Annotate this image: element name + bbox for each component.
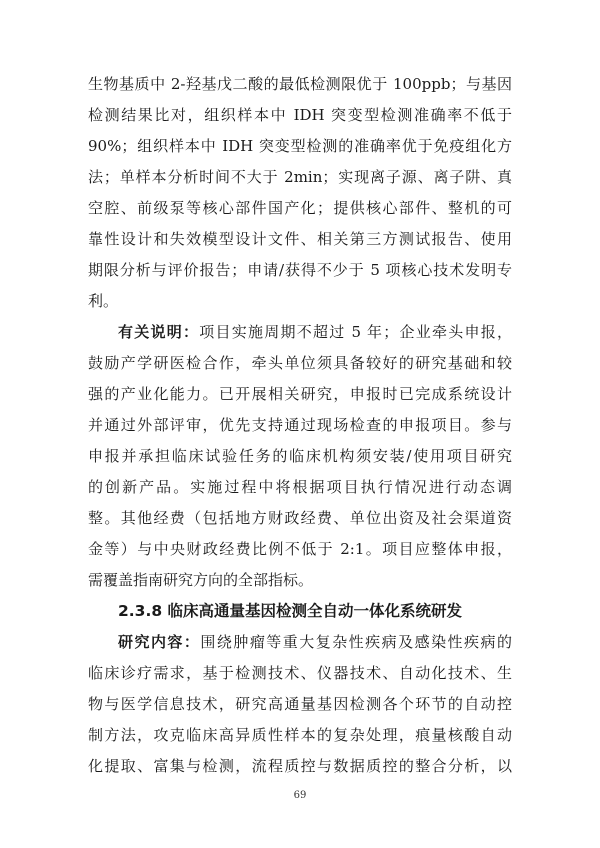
body-text-line: 金等）与中央财政经费比例不低于 2:1。项目应整体申报， xyxy=(88,540,512,558)
notes-first-line xyxy=(118,322,512,342)
research-content-first-line-text: 围绕肿瘤等重大复杂性疾病及感染性疾病的 xyxy=(200,633,512,651)
body-text-line: 整。其他经费（包括地方财政经费、单位出资及社会渠道资 xyxy=(88,509,512,527)
body-text-line: 需覆盖指南研究方向的全部指标。 xyxy=(88,571,314,589)
research-content-first-line xyxy=(118,632,512,652)
body-text-line: 靠性设计和失效模型设计文件、相关第三方测试报告、使用 xyxy=(88,230,512,248)
notes-first-line-text: 项目实施周期不超过 5 年；企业牵头申报， xyxy=(199,323,512,341)
research-content-label: 研究内容： xyxy=(118,633,201,651)
page-number: 69 xyxy=(293,790,307,801)
body-text-line: 并通过外部评审，优先支持通过现场检查的申报项目。参与 xyxy=(88,416,512,434)
body-text-line: 法；单样本分析时间不大于 2min；实现离子源、离子阱、真 xyxy=(88,168,512,186)
body-text-line: 的创新产品。实施过程中将根据项目执行情况进行动态调 xyxy=(88,478,512,496)
body-text-line: 检测结果比对，组织样本中 IDH 突变型检测准确率不低于 xyxy=(88,106,512,124)
body-text-line: 化提取、富集与检测，流程质控与数据质控的整合分析，以 xyxy=(88,757,512,775)
body-text-line: 物与医学信息技术，研究高通量基因检测各个环节的自动控 xyxy=(88,695,512,713)
body-text-line: 利。 xyxy=(88,292,119,310)
notes-label: 有关说明： xyxy=(118,323,200,341)
body-text-line: 90%；组织样本中 IDH 突变型检测的准确率优于免疫组化方 xyxy=(88,137,512,155)
body-text-line: 制方法，攻克临床高异质性样本的复杂处理，痕量核酸自动 xyxy=(88,726,512,744)
body-text-line: 期限分析与评价报告；申请/获得不少于 5 项核心技术发明专 xyxy=(88,261,512,279)
body-text-line: 申报并承担临床试验任务的临床机构须安装/使用项目研究 xyxy=(88,447,512,465)
body-text-line: 强的产业化能力。已开展相关研究，申报时已完成系统设计 xyxy=(88,385,512,403)
section-heading: 2.3.8 临床高通量基因检测全自动一体化系统研发 xyxy=(118,602,463,620)
body-text-line: 临床诊疗需求，基于检测技术、仪器技术、自动化技术、生 xyxy=(88,664,512,682)
body-text-line: 鼓励产学研医检合作，牵头单位须具备较好的研究基础和较 xyxy=(88,354,512,372)
body-text-line: 生物基质中 2-羟基戊二酸的最低检测限优于 100ppb；与基因 xyxy=(88,75,512,93)
body-text-line: 空腔、前级泵等核心部件国产化；提供核心部件、整机的可 xyxy=(88,199,512,217)
